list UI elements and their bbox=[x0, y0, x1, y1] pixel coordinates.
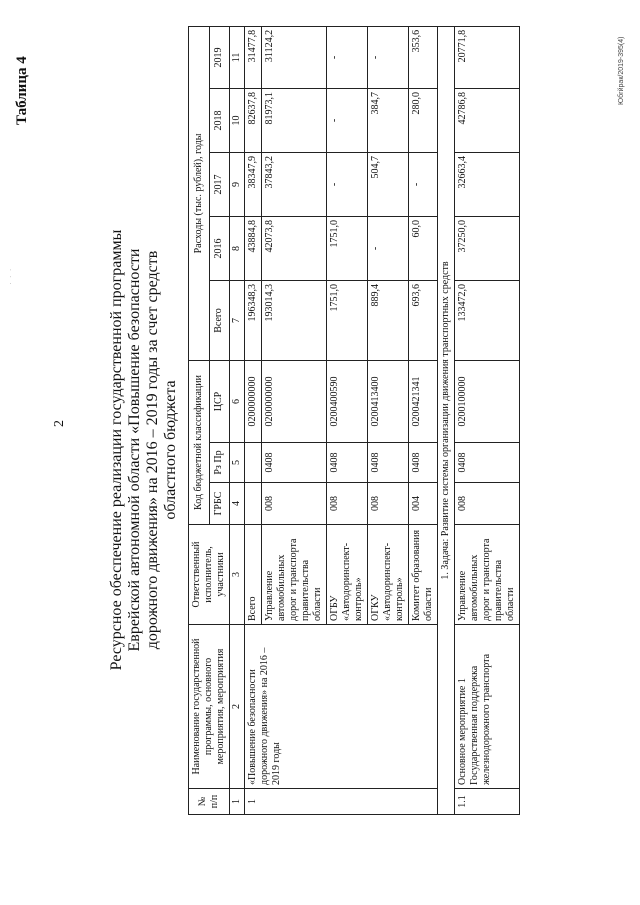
total-cell: 1751,0 bbox=[327, 280, 368, 360]
executor-cell: Управление автомобильных дорог и транспорта правительства области bbox=[455, 525, 520, 625]
rzpr-cell: 0408 bbox=[409, 443, 438, 483]
y2019-cell: 31477,8 bbox=[245, 26, 262, 88]
csr-cell: 0200413400 bbox=[368, 360, 409, 442]
total-cell: 889,4 bbox=[368, 280, 409, 360]
column-number: 8 bbox=[230, 216, 245, 280]
y2019-header: 2019 bbox=[209, 26, 230, 88]
title-line: Еврейской автономной области «Повышение безопасности bbox=[126, 248, 143, 652]
rzpr-cell: 0408 bbox=[368, 443, 409, 483]
y2018-cell: - bbox=[327, 88, 368, 152]
executor-cell: ОГБУ «Автодоринспект-контроль» bbox=[327, 525, 368, 625]
y2019-cell: 20771,8 bbox=[455, 26, 520, 88]
rzpr-header: Рз Пр bbox=[209, 443, 230, 483]
csr-cell: 0200400590 bbox=[327, 360, 368, 442]
rzpr-cell: 0408 bbox=[327, 443, 368, 483]
title-line: Ресурсное обеспечение реализации государственной программы bbox=[108, 229, 125, 671]
executor-cell: ОГКУ «Автодоринспект-контроль» bbox=[368, 525, 409, 625]
executor-cell: Управление автомобильных дорог и транспорта правительства области bbox=[262, 525, 327, 625]
y2016-cell: 43884,8 bbox=[245, 216, 262, 280]
y2016-header: 2016 bbox=[209, 216, 230, 280]
table-row bbox=[245, 26, 262, 814]
header-row bbox=[189, 26, 210, 814]
executor-cell: Всего bbox=[245, 525, 262, 625]
task-title: 1. Задача: Развитие системы организации движения транспортных средств bbox=[438, 26, 455, 814]
total-cell: 193014,3 bbox=[262, 280, 327, 360]
rzpr-cell: 0408 bbox=[455, 443, 520, 483]
resource-table bbox=[188, 26, 520, 815]
column-number: 1 bbox=[230, 789, 245, 815]
resource-table-wrap bbox=[188, 27, 520, 815]
rzpr-cell: 0408 bbox=[262, 443, 327, 483]
event-name: Основное мероприятие 1 Государственная поддержка железнодорожного транспорта bbox=[455, 625, 520, 789]
grbs-cell: 008 bbox=[327, 483, 368, 525]
grbs-cell: 008 bbox=[455, 483, 520, 525]
total-cell: 693,6 bbox=[409, 280, 438, 360]
column-number: 7 bbox=[230, 280, 245, 360]
y2019-cell: - bbox=[368, 26, 409, 88]
scan-noise: · · · bbox=[6, 267, 15, 285]
grbs-cell: 004 bbox=[409, 483, 438, 525]
total-header: Всего bbox=[209, 280, 230, 360]
col-num-header: № п/п bbox=[189, 789, 230, 815]
y2018-cell: 82637,8 bbox=[245, 88, 262, 152]
y2019-cell: 31124,2 bbox=[262, 26, 327, 88]
y2016-cell: 37250,0 bbox=[455, 216, 520, 280]
csr-cell: 0200100000 bbox=[455, 360, 520, 442]
column-number-row bbox=[230, 26, 245, 814]
column-number: 5 bbox=[230, 443, 245, 483]
y2018-cell: 280,0 bbox=[409, 88, 438, 152]
column-number: 3 bbox=[230, 525, 245, 625]
program-num: 1 bbox=[245, 789, 438, 815]
document-title bbox=[108, 170, 180, 730]
column-number: 2 bbox=[230, 625, 245, 789]
col-executor-header: Ответственный исполнитель, участники bbox=[189, 525, 230, 625]
grbs-header: ГРБС bbox=[209, 483, 230, 525]
grbs-cell: 008 bbox=[262, 483, 327, 525]
title-line: областного бюджета bbox=[162, 380, 179, 520]
y2016-cell: 1751,0 bbox=[327, 216, 368, 280]
y2016-cell: 42073,8 bbox=[262, 216, 327, 280]
csr-cell: 0200000000 bbox=[262, 360, 327, 442]
column-number: 4 bbox=[230, 483, 245, 525]
budget-code-header: Код бюджетной классификации bbox=[189, 360, 210, 524]
task-row bbox=[438, 26, 455, 814]
y2018-cell: 42786,8 bbox=[455, 88, 520, 152]
y2017-header: 2017 bbox=[209, 152, 230, 216]
footer-code: Юбгйрак/2019-395(4) bbox=[618, 36, 625, 105]
y2018-header: 2018 bbox=[209, 88, 230, 152]
y2019-cell: - bbox=[327, 26, 368, 88]
y2018-cell: 384,7 bbox=[368, 88, 409, 152]
rzpr-cell bbox=[245, 443, 262, 483]
column-number: 11 bbox=[230, 26, 245, 88]
expenses-header: Расходы (тыс. рублей), годы bbox=[189, 26, 210, 360]
program-name: «Повышение безопасности дорожного движения» на 2016 – 2019 годы bbox=[245, 625, 438, 789]
y2016-cell: - bbox=[368, 216, 409, 280]
grbs-cell bbox=[245, 483, 262, 525]
y2017-cell: 32663,4 bbox=[455, 152, 520, 216]
csr-header: ЦСР bbox=[209, 360, 230, 442]
y2017-cell: 37843,2 bbox=[262, 152, 327, 216]
y2017-cell: - bbox=[409, 152, 438, 216]
y2017-cell: 504,7 bbox=[368, 152, 409, 216]
executor-cell: Комитет образования области bbox=[409, 525, 438, 625]
y2017-cell: - bbox=[327, 152, 368, 216]
page-number: 2 bbox=[52, 420, 67, 427]
y2017-cell: 38347,9 bbox=[245, 152, 262, 216]
grbs-cell: 008 bbox=[368, 483, 409, 525]
csr-cell: 0200000000 bbox=[245, 360, 262, 442]
total-cell: 133472,0 bbox=[455, 280, 520, 360]
event-num: 1.1 bbox=[455, 789, 520, 815]
csr-cell: 0200421341 bbox=[409, 360, 438, 442]
y2018-cell: 81973,1 bbox=[262, 88, 327, 152]
column-number: 10 bbox=[230, 88, 245, 152]
table-row bbox=[455, 26, 520, 814]
title-line: дорожного движения» на 2016 – 2019 годы за счет средств bbox=[144, 250, 161, 650]
column-number: 9 bbox=[230, 152, 245, 216]
y2019-cell: 353,6 bbox=[409, 26, 438, 88]
col-name-header: Наименование государственной программы, основного мероприятия, мероприятия bbox=[189, 625, 230, 789]
y2016-cell: 60,0 bbox=[409, 216, 438, 280]
table-label: Таблица 4 bbox=[14, 56, 30, 125]
column-number: 6 bbox=[230, 360, 245, 442]
total-cell: 196348,3 bbox=[245, 280, 262, 360]
